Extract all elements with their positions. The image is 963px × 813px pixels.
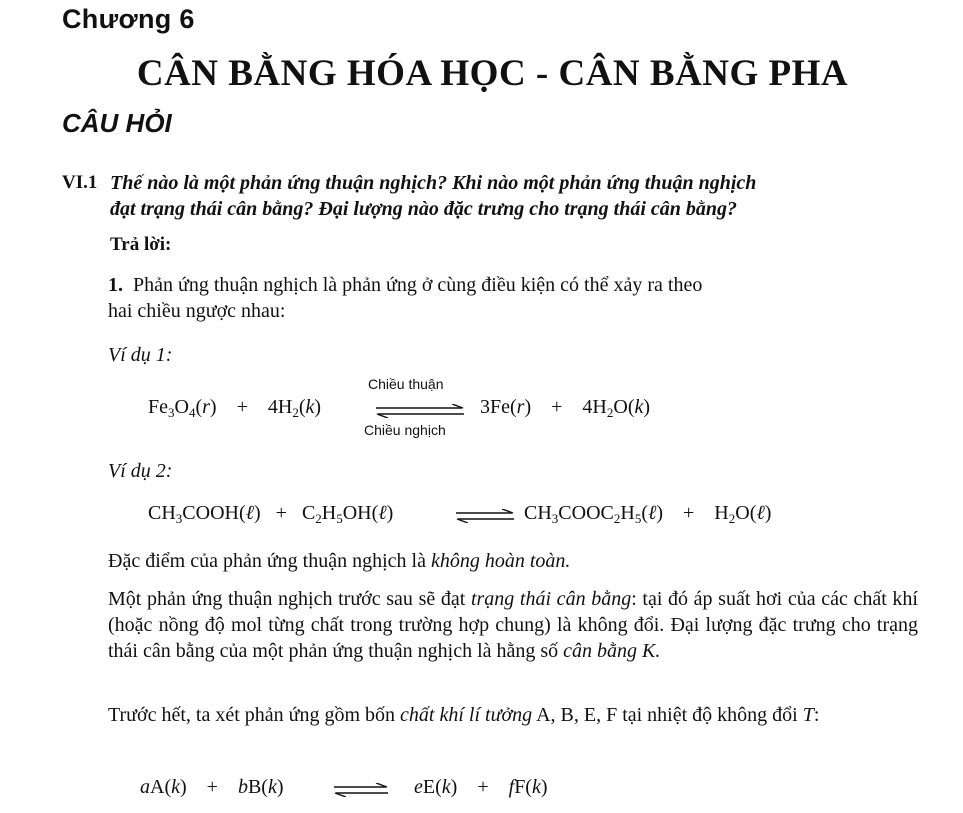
section-heading: CÂU HỎI bbox=[62, 108, 172, 138]
question-number: VI.1 bbox=[62, 172, 98, 193]
paragraph-1-number: 1. bbox=[108, 274, 123, 296]
paragraph-1 bbox=[108, 272, 918, 324]
equilibrium-arrow-icon bbox=[374, 404, 466, 418]
emphasis-incomplete: không hoàn toàn. bbox=[430, 550, 571, 572]
equation-1-forward-label: Chiều thuận bbox=[368, 376, 444, 392]
paragraph-2: Đặc điểm của phản ứng thuận nghịch là không hoàn toàn. bbox=[108, 550, 571, 572]
question-line-2: đạt trạng thái cân bằng? Đại lượng nào đặc trưng cho trạng thái cân bằng? bbox=[110, 198, 738, 220]
equation-1-left: $Fe_3O_4(r)$ + $4H_2(k)$ bbox=[148, 396, 322, 420]
chapter-heading: Chương 6 bbox=[62, 4, 195, 34]
emphasis-equilibrium-constant: cân bằng K. bbox=[563, 640, 661, 662]
chapter-title: CÂN BẰNG HÓA HỌC - CÂN BẰNG PHA bbox=[136, 53, 849, 94]
equation-1-right: 3Fe(r) + $4H_2O(k)$ bbox=[480, 396, 651, 420]
emphasis-ideal-gas: chất khí lí tưởng bbox=[400, 704, 533, 726]
equation-2-left: $CH_3COOH(\ell)$ + $C_2H_5OH(\ell)$ bbox=[148, 502, 394, 526]
emphasis-equilibrium-state: trạng thái cân bằng bbox=[470, 588, 632, 610]
equation-3-right: eE(k) + fF(k) bbox=[414, 776, 548, 798]
equation-2-right: $CH_3COOC_2H_5(\ell)$ + $H_2O(\ell)$ bbox=[524, 502, 772, 526]
question-line-1: Thế nào là một phản ứng thuận nghịch? Khi nào một phản ứng thuận nghịch bbox=[110, 172, 757, 194]
answer-label: Trả lời: bbox=[110, 234, 172, 255]
paragraph-1-line-2: hai chiều ngược nhau: bbox=[108, 300, 286, 322]
paragraph-1-line-1: Phản ứng thuận nghịch là phản ứng ở cùng điều kiện có thể xảy ra theo bbox=[133, 274, 703, 296]
paragraph-4: Trước hết, ta xét phản ứng gồm bốn chất khí lí tưởng A, B, E, F tại nhiệt độ không đổi T: bbox=[108, 704, 820, 726]
equation-3-left: aA(k) + bB(k) bbox=[140, 776, 284, 798]
example-1-label: Ví dụ 1: bbox=[108, 344, 173, 366]
paragraph-3: Một phản ứng thuận nghịch trước sau sẽ đạt trạng thái cân bằng: tại đó áp suất hơi của các chất khí (hoặc nồng độ mol từng chất trong trường hợp chung) là không đổi. Đại lượng đặc trưng cho trạng thái cân bằng của một phản ứng thuận nghịch là hằng số cân bằng K. bbox=[108, 588, 918, 662]
equation-1-reverse-label: Chiều nghịch bbox=[364, 422, 446, 438]
example-2-label: Ví dụ 2: bbox=[108, 460, 173, 482]
question-text bbox=[110, 170, 910, 222]
equilibrium-arrow-2-icon bbox=[454, 509, 516, 523]
equilibrium-arrow-3-icon bbox=[332, 783, 390, 797]
